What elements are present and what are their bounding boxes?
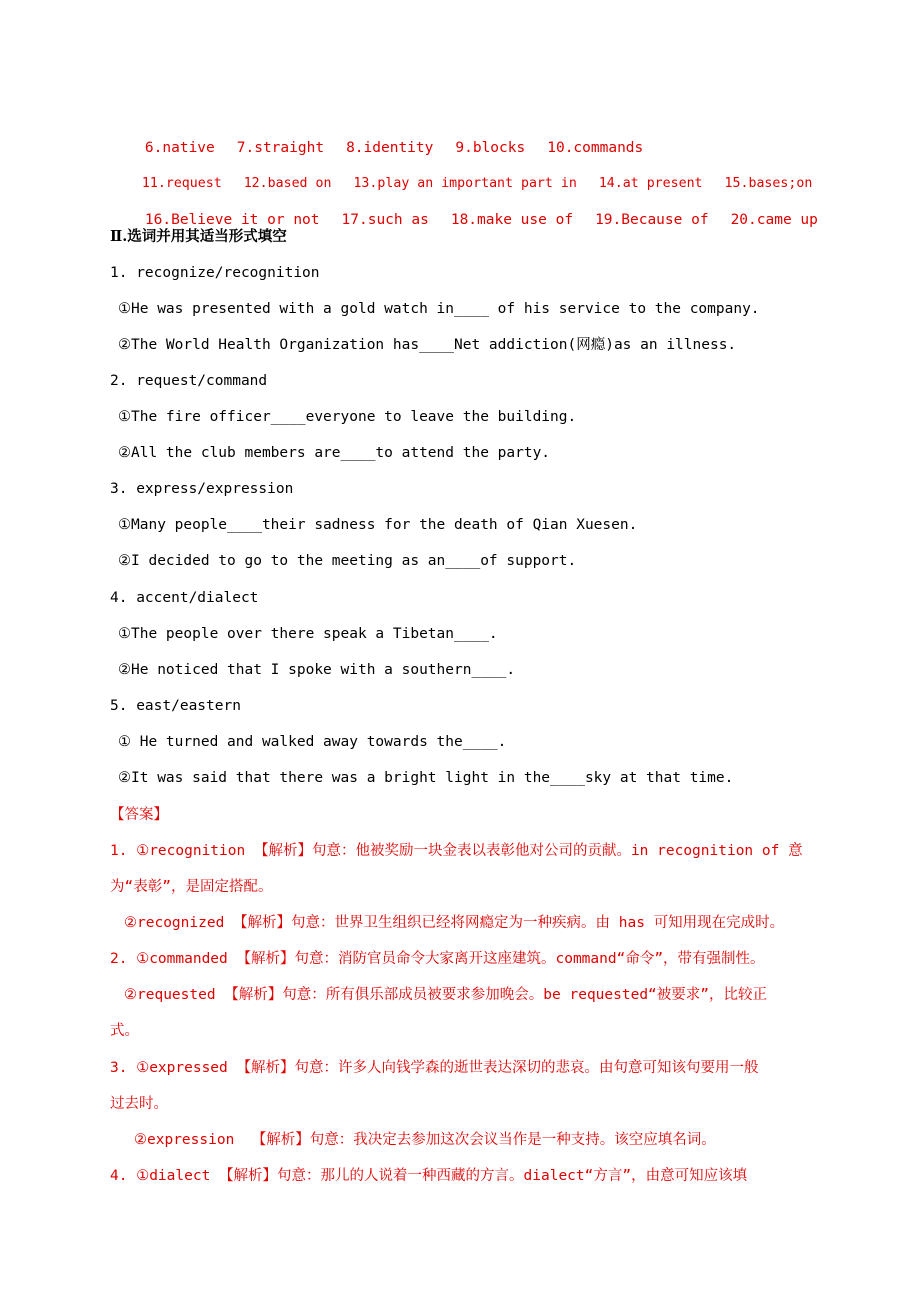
question-item: ① He turned and walked away towards the____. — [118, 734, 507, 750]
question-item: ②It was said that there was a bright light in the____sky at that time. — [118, 770, 734, 786]
answer-line: 3. ①expressed 【解析】句意：许多人向钱学森的逝世表达深切的悲哀。由句意可知该句要用一般 — [110, 1060, 759, 1076]
answer-item: 12.based on — [243, 176, 332, 191]
answer-item: 20.came up — [730, 212, 818, 228]
answer-item: 9.blocks — [455, 140, 526, 156]
answer-item: 14.at present — [598, 176, 703, 191]
answer-item: 17.such as — [341, 212, 429, 228]
question-title: 4. accent/dialect — [110, 590, 259, 606]
question-item: ①He was presented with a gold watch in____ of his service to the company. — [118, 301, 760, 317]
question-item: ①Many people____their sadness for the death of Qian Xuesen. — [118, 517, 638, 533]
section-heading: Ⅱ.选词并用其适当形式填空 — [110, 228, 287, 245]
question-item: ②I decided to go to the meeting as an____of support. — [118, 553, 577, 569]
answer-item: 16.Believe it or not — [144, 212, 320, 228]
answer-line: ②requested 【解析】句意：所有俱乐部成员被要求参加晚会。be requested“被要求”，比较正 — [124, 987, 768, 1003]
question-title: 1. recognize/recognition — [110, 265, 320, 281]
answer-line: 过去时。 — [110, 1096, 168, 1112]
answer-key-heading: 【答案】 — [110, 807, 168, 823]
question-item: ②He noticed that I spoke with a southern____. — [118, 662, 516, 678]
answer-line: 1. ①recognition 【解析】句意：他被奖励一块金表以表彰他对公司的贡献。in recognition of 意 — [110, 843, 803, 859]
question-item: ②All the club members are____to attend the party. — [118, 445, 551, 461]
answer-item: 7.straight — [236, 140, 325, 156]
answer-line: 式。 — [110, 1023, 139, 1039]
answer-line: ②expression 【解析】句意：我决定去参加这次会议当作是一种支持。该空应填名词。 — [134, 1132, 716, 1148]
question-title: 3. express/expression — [110, 481, 294, 497]
answer-item: 19.Because of — [595, 212, 709, 228]
answer-line: 2. ①commanded 【解析】句意：消防官员命令大家离开这座建筑。command“命令”，带有强制性。 — [110, 951, 765, 967]
answer-item: 13.play an important part in — [353, 176, 577, 191]
answer-item: 18.make use of — [450, 212, 574, 228]
question-item: ①The fire officer____everyone to leave the building. — [118, 409, 577, 425]
question-item: ①The people over there speak a Tibetan____. — [118, 626, 498, 642]
question-item: ②The World Health Organization has____Net addiction(网瘾)as an illness. — [118, 337, 737, 353]
answer-line: ②recognized 【解析】句意：世界卫生组织已经将网瘾定为一种疾病。由 has 可知用现在完成时。 — [124, 915, 785, 931]
answer-line: 4. ①dialect 【解析】句意：那儿的人说着一种西藏的方言。dialect“方言”，由意可知应该填 — [110, 1168, 748, 1184]
answer-item: 11.request — [141, 176, 222, 191]
answer-line: 为“表彰”，是固定搭配。 — [110, 879, 273, 895]
answer-item: 15.bases;on — [724, 176, 813, 191]
question-title: 2. request/command — [110, 373, 268, 389]
question-title: 5. east/eastern — [110, 698, 241, 714]
answer-item: 8.identity — [346, 140, 434, 156]
answer-item: 6.native — [144, 140, 215, 156]
answer-item: 10.commands — [547, 140, 644, 156]
